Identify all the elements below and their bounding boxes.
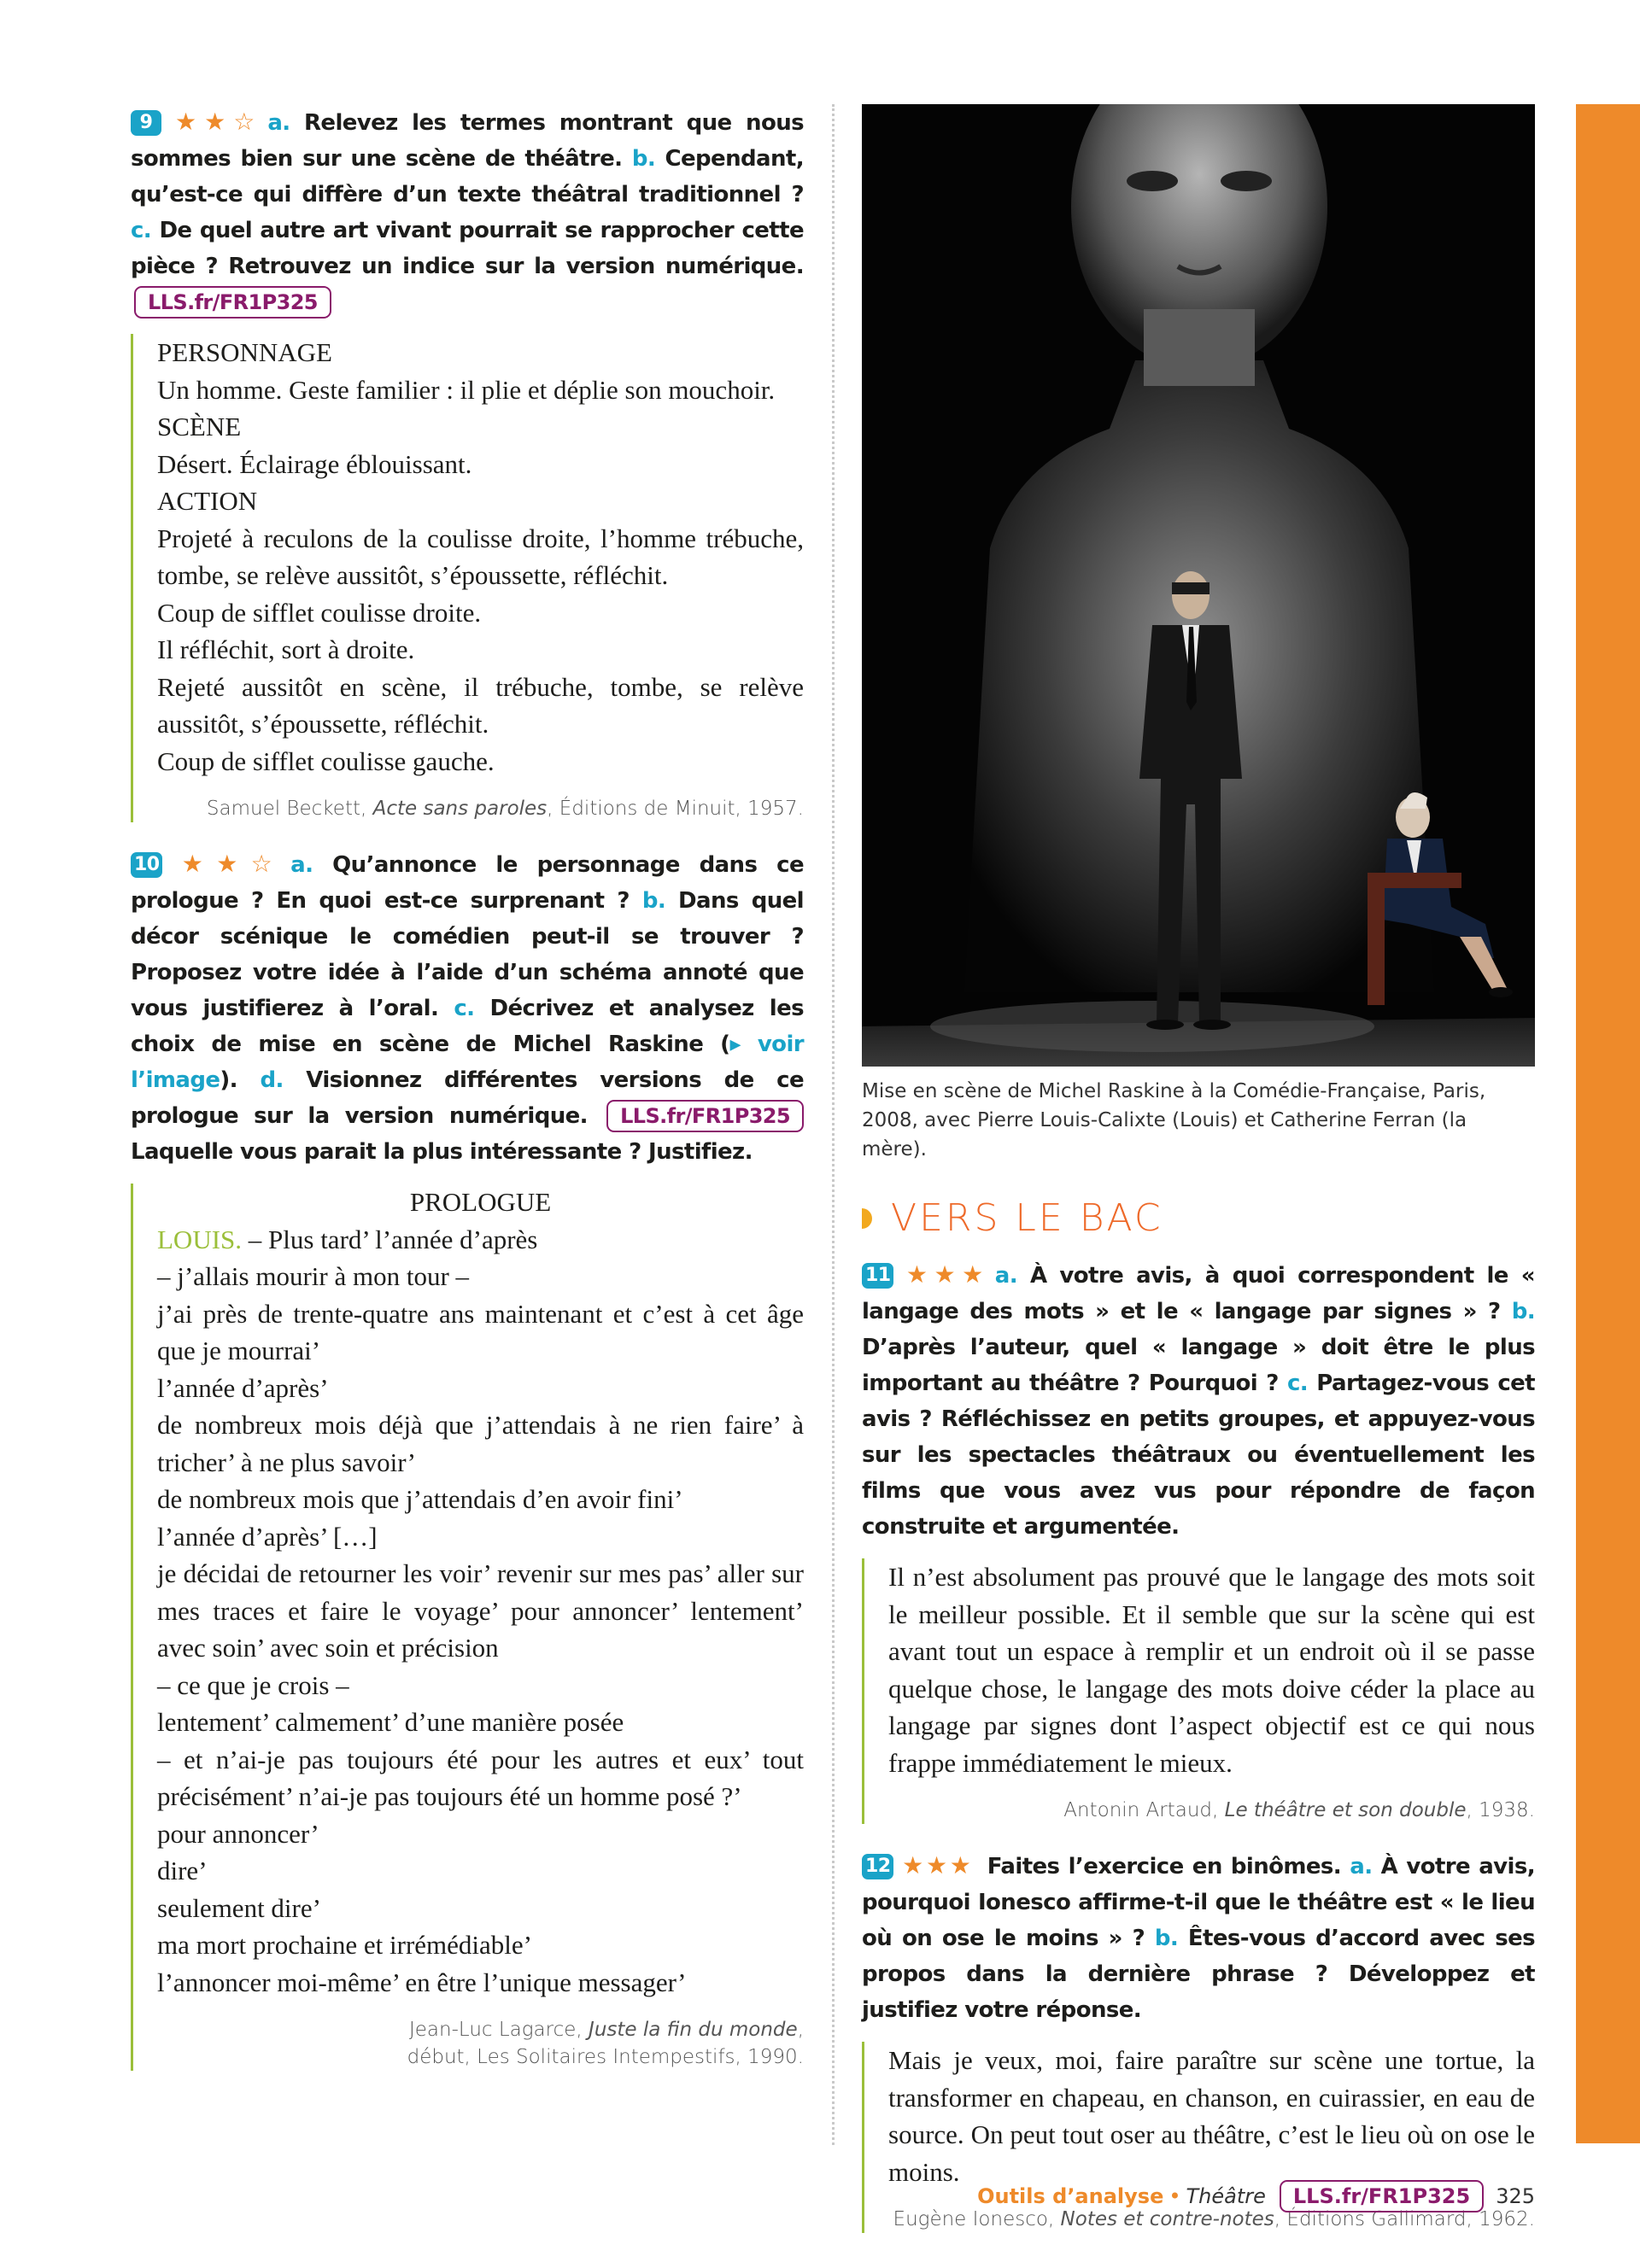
footer-chapter: Théâtre — [1186, 2184, 1266, 2208]
question-text: À votre avis, pourquoi Ionesco affirme-t-il que le théâtre est « le lieu où on ose le moins » ? — [862, 1854, 1535, 1951]
verse-line: l’année d’après’ […] — [157, 1521, 378, 1552]
verse-line: je décidai de retourner les voir’ revenir sur mes pas’ aller sur mes traces et faire le voyage’ pour annoncer’ lentement’ avec soin’ avec soin et précision — [157, 1558, 804, 1663]
difficulty-stars-icon: ★★☆ — [169, 850, 286, 878]
photo-caption: Mise en scène de Michel Raskine à la Comédie-Française, Paris, 2008, avec Pierre Louis-Calixte (Louis) et Catherine Ferran (la mère). — [862, 1080, 1486, 1160]
source-reference: Antonin Artaud, Le théâtre et son double, 1938. — [1063, 1799, 1535, 1821]
question-text: Dans quel décor scénique le comédien peut-il se trouver ? Proposez votre idée à l’aide d’un schéma annoté que vous justifierez à l’oral. — [131, 888, 804, 1021]
excerpt-text — [157, 334, 804, 780]
exercise-9 — [131, 104, 804, 320]
question-text: Êtes-vous d’accord avec ses propos dans la dernière phrase ? Développez et justifiez votre réponse. — [862, 1926, 1535, 2023]
letter-a: a. — [994, 1263, 1017, 1289]
see-image-link[interactable]: ▸ voir l’image — [131, 1032, 804, 1093]
source-reference: Samuel Beckett, Acte sans paroles, Éditions de Minuit, 1957. — [206, 798, 804, 820]
letter-a: a. — [290, 852, 313, 878]
stage-direction-line: Rejeté aussitôt en scène, il trébuche, tombe, se relève aussitôt, s’époussette, réfléchit. — [157, 671, 804, 739]
stage-photo — [862, 104, 1535, 1067]
verse-line: de nombreux mois déjà que j’attendais à ne rien faire’ à tricher’ à ne plus savoir’ — [157, 1410, 804, 1477]
letter-c: c. — [131, 218, 152, 243]
exercise-number: 9 — [131, 110, 161, 136]
source-reference: Jean-Luc Lagarce, Juste la fin du monde, début, Les Solitaires Intempestifs, 1990. — [407, 2019, 804, 2068]
verse-line: de nombreux mois que j’attendais d’en avoir fini’ — [157, 1484, 683, 1514]
question-text: Visionnez différentes versions de ce prologue sur la version numérique. — [131, 1067, 805, 1129]
footer-separator: • — [1168, 2184, 1181, 2208]
letter-b: b. — [641, 888, 666, 914]
column-divider — [832, 104, 835, 2145]
right-column — [862, 104, 1535, 2233]
stage-photo-illustration — [862, 104, 1535, 1067]
stage-direction-line: SCÈNE — [157, 412, 242, 441]
exercise-10 — [131, 846, 804, 1170]
question-text: Relevez les termes montrant que nous sommes bien sur une scène de théâtre. — [131, 110, 804, 172]
question-text: Qu’annonce le personnage dans ce prologue ? En quoi est-ce surprenant ? — [131, 852, 804, 914]
lagarce-excerpt — [131, 1184, 804, 2071]
artaud-excerpt — [862, 1558, 1535, 1824]
verse-line: lentement’ calmement’ d’une manière posée — [157, 1707, 624, 1737]
exercise-number: 10 — [131, 852, 162, 878]
question-text: À votre avis, à quoi correspondent le « langage des mots » et le « langage par signes » ? — [862, 1263, 1535, 1324]
digital-link[interactable]: LLS.fr/FR1P325 — [606, 1100, 804, 1132]
stage-direction-line: Un homme. Geste familier : il plie et déplie son mouchoir. — [157, 374, 776, 405]
letter-d: d. — [260, 1067, 284, 1093]
letter-c: c. — [454, 996, 475, 1021]
question-text: Décrivez et analysez les choix de mise en scène de Michel Raskine ( — [131, 996, 805, 1057]
verse-line: ma mort prochaine et irrémédiable’ — [157, 1930, 532, 1960]
excerpt-text — [157, 1184, 804, 2001]
difficulty-stars-icon: ★★☆ — [168, 108, 263, 136]
stage-direction-line: Il réfléchit, sort à droite. — [157, 634, 415, 664]
exercise-12 — [862, 1848, 1535, 2028]
excerpt-text: Mais je veux, moi, faire paraître sur scène une tortue, la transformer en chapeau, en chanson, en cuirassier, en eau de source. On peut tout oser au théâtre, c’est le lieu où on ose le moins. — [888, 2045, 1535, 2187]
page-number: 325 — [1496, 2184, 1535, 2208]
letter-a: a. — [1350, 1854, 1373, 1879]
letter-b: b. — [1511, 1299, 1535, 1324]
prologue-heading: PROLOGUE — [409, 1187, 552, 1217]
question-text: Cependant, qu’est-ce qui diffère d’un texte théâtral traditionnel ? — [131, 146, 804, 208]
letter-c: c. — [1286, 1371, 1309, 1396]
verse-line: – ce que je crois – — [157, 1669, 349, 1700]
digital-link[interactable]: LLS.fr/FR1P325 — [134, 286, 331, 319]
letter-b: b. — [1154, 1926, 1179, 1951]
verse-line: – Plus tard’ l’année d’après — [242, 1224, 538, 1254]
beckett-excerpt — [131, 334, 804, 822]
exercise-number: 11 — [862, 1263, 893, 1289]
excerpt-text: Il n’est absolument pas prouvé que le langage des mots soit le meilleur possible. Et il semble que sur la scène qui est avant tout un espace à remplir et un endroit où il se passe quelque chose, le langage des mots doive céder la place au langage par signes dont l’aspect objectif est ce qui nous frappe immédiatement le mieux. — [888, 1562, 1535, 1778]
left-column — [131, 104, 804, 2071]
verse-line: pour annoncer’ — [157, 1818, 319, 1849]
orange-side-bar — [1576, 104, 1640, 2143]
difficulty-stars-icon: ★★★ — [900, 1260, 990, 1289]
page-footer — [977, 2180, 1535, 2212]
question-text: Partagez-vous cet avis ? Réfléchissez en petits groupes, et appuyez-vous sur les spectacles théâtraux ou éventuellement les films que vous avez vus pour répondre de façon construite et argumentée. — [862, 1371, 1535, 1540]
stage-direction-line: Désert. Éclairage éblouissant. — [157, 448, 472, 479]
exercise-number: 12 — [862, 1854, 893, 1879]
section-title: VERS LE BAC — [862, 1196, 1535, 1240]
question-text: ). — [220, 1067, 261, 1093]
verse-line: – j’allais mourir à mon tour – — [157, 1261, 470, 1291]
question-text: De quel autre art vivant pourrait se rapprocher cette pièce ? Retrouvez un indice sur la version numérique. — [131, 218, 804, 279]
exercise-11 — [862, 1257, 1535, 1545]
verse-line: seulement dire’ — [157, 1892, 321, 1923]
question-text: Laquelle vous parait la plus intéressante ? Justifiez. — [131, 1139, 753, 1165]
footer-section: Outils d’analyse — [977, 2184, 1164, 2208]
difficulty-stars-icon: ★★★ — [900, 1851, 974, 1879]
stage-direction-line: ACTION — [157, 486, 258, 516]
question-text: D’après l’auteur, quel « langage » doit être le plus important au théâtre ? Pourquoi ? — [862, 1335, 1535, 1396]
verse-line: j’ai près de trente-quatre ans maintenant et c’est à cet âge que je mourrai’ — [157, 1298, 804, 1365]
section-marker-icon — [862, 1208, 872, 1229]
letter-a: a. — [267, 110, 290, 136]
verse-line: l’annoncer moi-même’ en être l’unique messager’ — [157, 1967, 687, 1997]
verse-line: – et n’ai-je pas toujours été pour les autres et eux’ tout précisément’ n’ai-je pas toujours été un homme posé ?’ — [157, 1744, 804, 1811]
footer-link[interactable]: LLS.fr/FR1P325 — [1280, 2180, 1484, 2212]
stage-direction-line: Projeté à reculons de la coulisse droite, l’homme trébuche, tombe, se relève aussitôt, s’époussette, réfléchit. — [157, 523, 804, 590]
stage-direction-line: Coup de sifflet coulisse gauche. — [157, 745, 495, 776]
letter-b: b. — [631, 146, 656, 172]
source-reference: Eugène Ionesco, Notes et contre-notes, Éditions Gallimard, 1962. — [893, 2208, 1535, 2230]
verse-line: dire’ — [157, 1856, 208, 1885]
question-text: Faites l’exercice en binômes. — [978, 1854, 1350, 1879]
stage-direction-line: PERSONNAGE — [157, 337, 332, 367]
verse-line: l’année d’après’ — [157, 1372, 329, 1403]
speaker-name: LOUIS. — [157, 1224, 243, 1254]
stage-direction-line: Coup de sifflet coulisse droite. — [157, 597, 482, 628]
